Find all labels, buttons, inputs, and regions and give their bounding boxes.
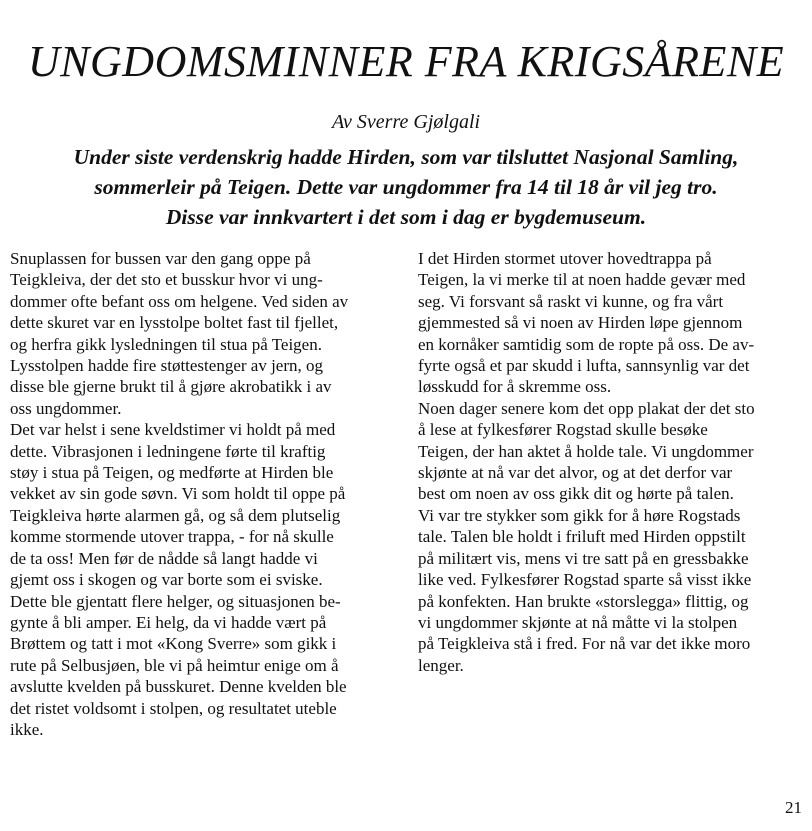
- text-line: og herfra gikk lysledningen til stua på Teigen.: [10, 334, 322, 354]
- text-line: seg. Vi forsvant så raskt vi kunne, og fra vårt: [418, 291, 724, 311]
- lead-line: Under siste verdenskrig hadde Hirden, som var tilsluttet Nasjonal Samling,: [73, 145, 739, 169]
- text-line: Teigkleiva hørte alarmen gå, og så dem plutselig: [10, 505, 341, 525]
- text-line: dommer ofte befant oss om helgene. Ved siden av: [10, 291, 349, 311]
- text-line: Brøttem og tatt i mot «Kong Sverre» som gikk i: [10, 634, 337, 654]
- text-line: Lysstolpen hadde fire støttestenger av jern, og: [10, 356, 323, 376]
- text-line: komme stormende utover trappa, - for nå skulle: [10, 527, 334, 547]
- text-line: på konfekten. Han brukte «storslegga» flittig, og: [418, 591, 749, 611]
- text-line: fyrte også et par skudd i lufta, sannsynlig var det: [418, 356, 750, 376]
- text-line: å lese at fylkesfører Rogstad skulle besøke: [418, 420, 708, 440]
- text-line: Dette ble gjentatt flere helger, og situasjonen be-: [10, 591, 341, 611]
- text-line: en kornåker samtidig som de ropte på oss. De av-: [418, 334, 755, 354]
- text-line: avslutte kvelden på busskuret. Denne kvelden ble: [10, 677, 347, 697]
- text-line: lenger.: [418, 655, 464, 675]
- text-line: vekket av sin gode søvn. Vi som holdt til oppe på: [10, 484, 346, 504]
- text-line: disse ble gjerne brukt til å gjøre akrobatikk i av: [10, 377, 332, 397]
- byline: Av Sverre Gjølgali: [331, 111, 481, 133]
- lead-line: sommerleir på Teigen. Dette var ungdommer fra 14 til 18 år vil jeg tro.: [94, 175, 718, 199]
- text-line: gjemmested så vi noen av Hirden løpe gjennom: [418, 313, 743, 333]
- left-column: [10, 248, 402, 740]
- text-line: gjemt oss i skogen og var borte som ei sviske.: [10, 570, 323, 590]
- text-line: Noen dager senere kom det opp plakat der det sto: [418, 398, 755, 418]
- text-line: tale. Talen ble holdt i friluft med Hirden oppstilt: [418, 527, 746, 547]
- text-line: oss ungdommer.: [10, 398, 122, 418]
- text-line: på militært vis, mens vi tre satt på en gressbakke: [418, 548, 749, 568]
- text-line: løsskudd for å skremme oss.: [418, 377, 612, 397]
- text-line: dette. Vibrasjonen i ledningene førte til kraftig: [10, 441, 326, 461]
- text-line: ikke.: [10, 719, 44, 739]
- text-line: vi ungdommer skjønte at nå måtte vi la stolpen: [418, 612, 738, 632]
- text-line: Teigen, der han aktet å holde tale. Vi ungdommer: [418, 441, 754, 461]
- lead-line: Disse var innkvartert i det som i dag er bygdemuseum.: [165, 205, 647, 229]
- article-title: UNGDOMSMINNER FRA KRIGSÅRENE: [27, 37, 785, 86]
- text-line: Vi var tre stykker som gikk for å høre Rogstads: [418, 505, 741, 525]
- text-line: Det var helst i sene kveldstimer vi holdt på med: [10, 420, 336, 440]
- right-column: [418, 248, 798, 676]
- text-line: best om noen av oss gikk dit og hørte på talen.: [418, 484, 734, 504]
- text-line: dette skuret var en lysstolpe boltet fast til fjellet,: [10, 313, 339, 333]
- text-line: støy i stua på Teigen, og medførte at Hirden ble: [10, 463, 334, 483]
- text-line: Teigen, la vi merke til at noen hadde gevær med: [418, 270, 746, 290]
- page-number: 21: [785, 798, 802, 817]
- text-line: de ta oss! Men før de nådde så langt hadde vi: [10, 548, 318, 568]
- text-line: like ved. Fylkesfører Rogstad sparte så visst ikke: [418, 570, 752, 590]
- text-line: Snuplassen for bussen var den gang oppe på: [10, 249, 311, 268]
- text-line: gynte å bli amper. Ei helg, da vi hadde vært på: [10, 612, 327, 632]
- text-line: skjønte at nå var det alvor, og at det derfor var: [418, 463, 733, 483]
- text-line: Teigkleiva, der det sto et busskur hvor vi ung-: [10, 270, 323, 290]
- lead-paragraph: [40, 142, 772, 232]
- text-line: på Teigkleiva stå i fred. For nå var det ikke moro: [418, 634, 751, 654]
- text-line: I det Hirden stormet utover hovedtrappa på: [418, 249, 712, 268]
- text-line: det ristet voldsomt i stolpen, og resultatet uteble: [10, 698, 337, 718]
- text-line: rute på Selbusjøen, ble vi på heimtur enige om å: [10, 655, 339, 675]
